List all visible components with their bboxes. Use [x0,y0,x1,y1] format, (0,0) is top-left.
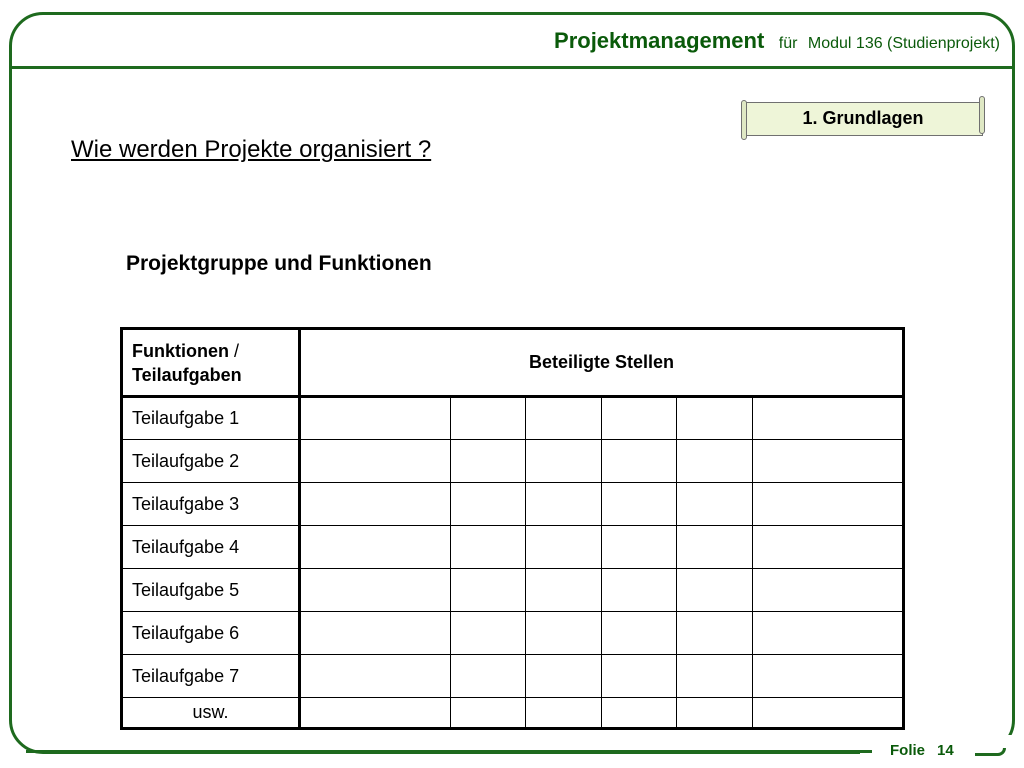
table-cell [677,483,752,526]
table-cell [300,526,451,569]
question-heading: Wie werden Projekte organisiert ? [71,136,432,163]
row-label: Teilaufgabe 4 [122,526,300,569]
table-cell [752,440,903,483]
row-label: Teilaufgabe 7 [122,655,300,698]
section-label: 1. Grundlagen [802,108,924,128]
table-row [122,698,904,729]
row-label: Teilaufgabe 5 [122,569,300,612]
function-table [120,327,905,730]
table-cell [450,483,525,526]
table-cell [601,483,676,526]
table-row [122,526,904,569]
table-cell [752,526,903,569]
table-cell [526,655,601,698]
table-cell [677,698,752,729]
table-cell [677,397,752,440]
row-label: Teilaufgabe 6 [122,612,300,655]
table-row [122,569,904,612]
header-title: Projektmanagement [554,28,765,53]
table-row [122,612,904,655]
table-cell [300,440,451,483]
header-module: Modul 136 (Studienprojekt) [807,35,1000,52]
table-cell [526,483,601,526]
slide-header [0,28,1000,54]
folie-number: 14 [937,742,954,759]
table-cell [601,698,676,729]
footer-corner [975,748,1006,756]
table-cell [526,440,601,483]
table-cell [677,612,752,655]
header-functions-label: Funktionen [132,340,229,361]
table-cell [677,655,752,698]
row-label: Teilaufgabe 2 [122,440,300,483]
table-row [122,483,904,526]
table-cell [450,612,525,655]
row-label: Teilaufgabe 3 [122,483,300,526]
slide-number [890,742,954,759]
table-cell [526,526,601,569]
table-cell [526,698,601,729]
table-cell [752,655,903,698]
section-scroll-tag [741,100,985,140]
table-cell [677,569,752,612]
table-cell [752,612,903,655]
table-cell [601,440,676,483]
table-cell [450,440,525,483]
table-cell [526,612,601,655]
table-cell [450,569,525,612]
header-involved-units: Beteiligte Stellen [300,329,904,397]
table-cell [526,569,601,612]
table-cell [450,698,525,729]
table-cell [450,397,525,440]
table-cell [601,526,676,569]
table-cell [300,655,451,698]
table-cell [752,569,903,612]
table-cell [300,698,451,729]
header-divider [9,66,1015,69]
folie-label: Folie [890,742,926,759]
table-row [122,397,904,440]
table-cell [752,698,903,729]
table-cell [300,612,451,655]
table-cell [601,612,676,655]
table-header-row [122,329,904,397]
table-row [122,655,904,698]
row-label: Teilaufgabe 1 [122,397,300,440]
header-subtasks-label: Teilaufgaben [132,364,242,385]
table-cell [601,569,676,612]
header-functions-cell: Funktionen / Teilaufgaben [122,329,300,397]
header-for: für [778,35,798,52]
footer-divider [26,750,872,753]
table-cell [601,397,676,440]
table-cell [677,526,752,569]
table-row [122,440,904,483]
row-label: usw. [122,698,300,729]
table-title: Projektgruppe und Funktionen [126,252,432,275]
table-cell [752,483,903,526]
table-cell [677,440,752,483]
table-cell [450,655,525,698]
table-cell [601,655,676,698]
table-cell [526,397,601,440]
table-cell [300,569,451,612]
table-cell [300,483,451,526]
table-cell [752,397,903,440]
table-cell [300,397,451,440]
table-cell [450,526,525,569]
